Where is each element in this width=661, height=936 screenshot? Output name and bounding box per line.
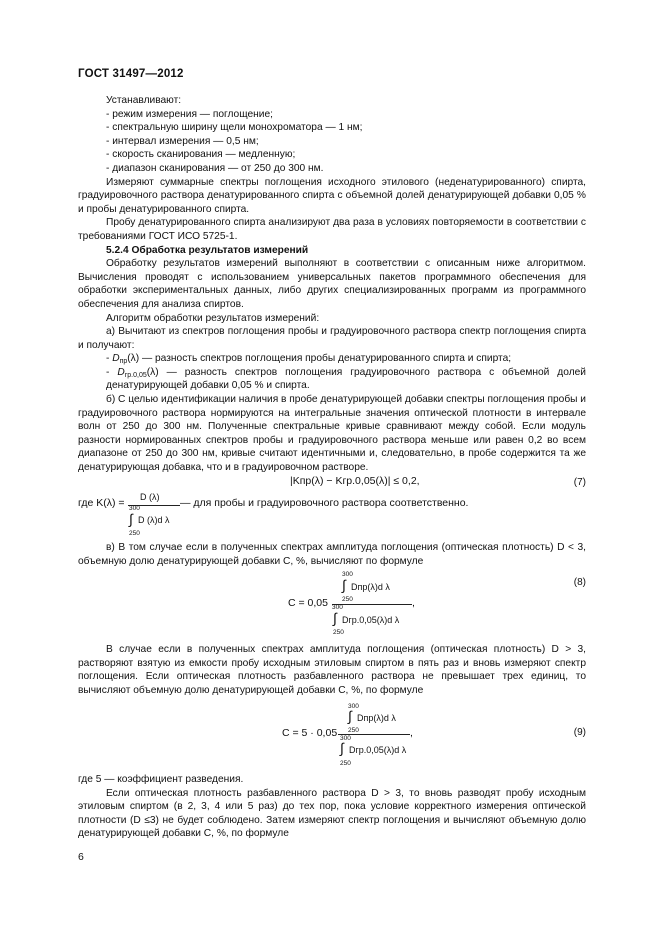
integral-upper-limit: 300 [340, 735, 351, 742]
settings-intro: Устанавливают: [106, 95, 182, 106]
integral-lower-limit: 250 [129, 530, 140, 537]
paragraph-dilute: В случае если в полученных спектрах амплитуда поглощения (оптическая плотность) D > 3, растворяют взятую из емкости пробу исходным этиловым спиртом в пять раз и вновь измеряют спектр поглощения. Если оптическая плотность разбавленного раствора не превышает трех единиц, то вычисляют объемную долю денатурирующей добавки C, %, по формуле [78, 644, 586, 696]
subscript: пр [119, 358, 128, 366]
paragraph-processing: Обработку результатов измерений выполняют в соответствии с описанным ниже алгоритмом. Вычисления проводят с использованием универсальных пакетов программного обеспечения для обработки экспериментальных данных, либо других специализированных программ из программного обеспечения для анализа спиртов. [78, 258, 586, 310]
integral-sign: ∫ [348, 708, 352, 724]
equation-7: |Kпр(λ) − Kгр.0,05(λ)| ≤ 0,2, [290, 475, 420, 487]
paragraph-a: а) Вычитают из спектров поглощения пробы и градуировочного раствора спектр поглощения спирта и получают: [78, 326, 586, 351]
where-k-suffix: — для пробы и градуировочного раствора соответственно. [180, 497, 469, 509]
subscript: гр.0,05 [124, 371, 147, 379]
paragraph-v: в) В том случае если в полученных спектрах амплитуда поглощения (оптическая плотность) D < 3, объемную долю денатурирующей добавки C, %, вычисляют по формуле [78, 542, 586, 567]
integral-upper-limit: 300 [348, 703, 359, 710]
integral-lower-limit: 250 [348, 727, 359, 734]
settings-item: - диапазон сканирования — от 250 до 300 нм. [106, 162, 324, 174]
equation-8-comma: , [412, 597, 415, 609]
symbol-d: D [112, 353, 120, 365]
equation-8-lhs: C = 0,05 [288, 597, 328, 609]
paragraph-algorithm: Алгоритм обработки результатов измерений: [106, 312, 320, 324]
where-k-prefix: где K(λ) = [78, 497, 125, 509]
equation-9-denominator: Dгр.0,05(λ)d λ [349, 745, 407, 755]
equation-9-numerator: Dпр(λ)d λ [357, 713, 396, 723]
integral-upper-limit: 300 [129, 505, 140, 512]
page-number: 6 [78, 851, 84, 863]
item-dpr: - $D_{пр}(\lambda)$ — разность спектров поглощения пробы денатурированного спирта и спирта; [106, 353, 512, 366]
integral-sign: ∫ [340, 740, 344, 756]
equation-8-numerator: Dпр(λ)d λ [351, 582, 390, 592]
equation-8-number: (8) [573, 577, 586, 588]
item-text: (λ) — разность спектров поглощения пробы денатурированного спирта и спирта; [127, 353, 512, 365]
item-text: (λ) — разность спектров поглощения градуировочного раствора с объемной долей денатурирующей добавки 0,05 % и спирта. [106, 366, 586, 392]
equation-9-number: (9) [573, 727, 586, 738]
item-dgr: - $D_{гр.0,05}(\lambda)$ — разность спектров поглощения градуировочного раствора с объемной долей денатурирующей добавки 0,05 % и спирта. [106, 366, 586, 392]
integral-sign: ∫ [333, 610, 337, 626]
integral-upper-limit: 300 [342, 571, 353, 578]
fraction-bar [332, 604, 412, 605]
integral-upper-limit: 300 [332, 604, 343, 611]
where-k-denominator: D (λ)d λ [138, 515, 170, 525]
integral-sign: ∫ [129, 511, 133, 527]
equation-7-number: (7) [573, 477, 586, 488]
settings-block [78, 94, 586, 475]
equation-9-lhs: C = 5 · 0,05 [282, 727, 338, 739]
section-title: 5.2.4 Обработка результатов измерений [106, 244, 309, 256]
equation-9-comma: , [410, 727, 413, 739]
integral-lower-limit: 250 [342, 596, 353, 603]
settings-item: - скорость сканирования — медленную; [106, 149, 296, 161]
symbol-d: D [117, 366, 125, 378]
paragraph-where5: где 5 — коэффициент разведения. [78, 774, 244, 785]
settings-item: - спектральную ширину щели монохроматора — 1 нм; [106, 122, 363, 134]
paragraph-measure: Измеряют суммарные спектры поглощения исходного этилового (неденатурированного) спирта, градуировочного раствора денатурированного спирта с объемной долей денатурирующей добавки 0,05 % и пробы денатурированного спирта. [78, 176, 586, 215]
integral-lower-limit: 250 [333, 629, 344, 636]
settings-item: - интервал измерения — 0,5 нм; [106, 135, 259, 147]
integral-sign: ∫ [342, 577, 346, 593]
paragraph-b: б) С целью идентификации наличия в пробе денатурирующей добавки спектры поглощения пробы и градуировочного раствора нормируются на интегральные значения оптической плотности в интервале волн от 250 до 300 нм. Полученные спектральные кривые сравнивают между собой. Если модуль разности нормированных спектров пробы и градуировочного раствора меньше или равен 0,2 во всем диапазоне от 250 до 300 нм, кривые считают идентичными и, следовательно, в пробе содержится та же денатурирующая добавка, что и в градуировочном растворе. [78, 394, 586, 474]
paragraph-again: Если оптическая плотность разбавленного раствора D > 3, то вновь разводят пробу исходным этиловым спиртом (в 2, 3, 4 или 5 раз) до тех пор, пока условие корректного измерения оптической плотности (D ≤3) не будет соблюдено. Затем измеряют спектр поглощения и вычисляют объемную долю денатурирующей добавки C, %, по формуле [78, 787, 586, 840]
paragraph-twice: Пробу денатурированного спирта анализируют два раза в условиях повторяемости в соответствии с требованиями ГОСТ ИСО 5725-1. [78, 217, 586, 242]
equation-8-denominator: Dгр.0,05(λ)d λ [342, 615, 400, 625]
where-k-numerator: D (λ) [140, 492, 160, 502]
integral-lower-limit: 250 [340, 760, 351, 767]
document-header: ГОСТ 31497—2012 [78, 68, 184, 80]
tail-block [78, 773, 586, 841]
settings-item: - режим измерения — поглощение; [106, 108, 273, 120]
